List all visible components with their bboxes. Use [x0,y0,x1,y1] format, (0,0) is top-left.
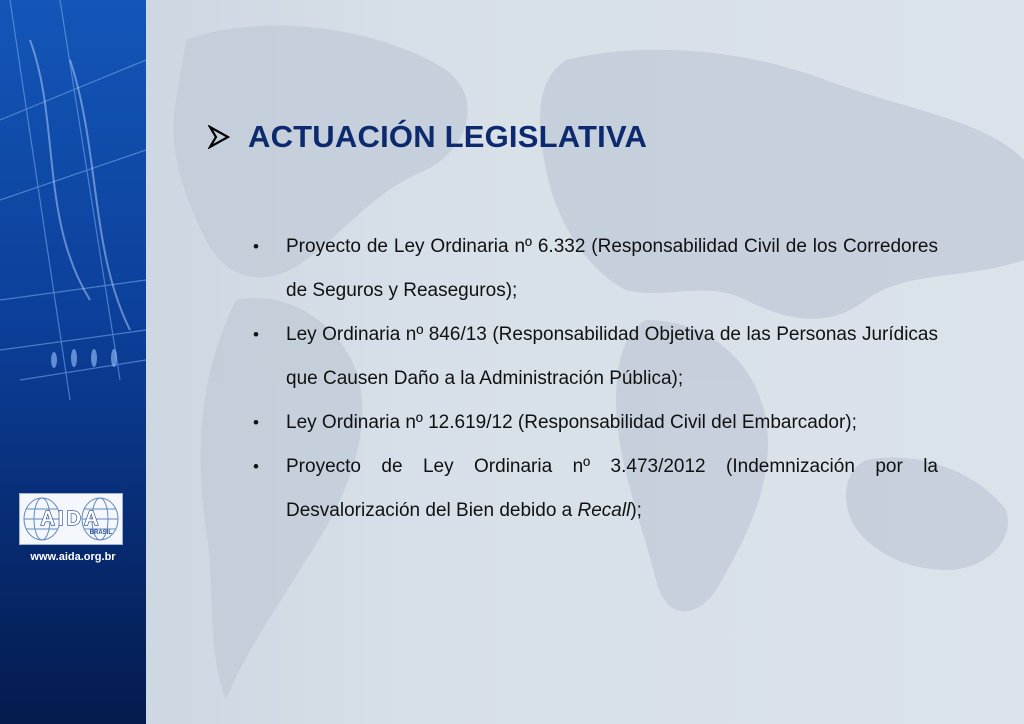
list-item [250,401,938,445]
list-item-italic: Recall [577,500,631,521]
aida-logo [19,493,123,545]
logo-subtext: BRASIL [89,530,112,536]
bullet-dot-icon: • [253,457,259,476]
list-item-text-before: Proyecto de Ley Ordinaria nº 3.473/2012 (Indemnización por la Desvalorización del Bien debido a [286,456,938,521]
list-item-text: Ley Ordinaria nº 846/13 (Responsabilidad Objetiva de las Personas Jurídicas que Causen Daño a la Administración Pública); [286,324,938,389]
list-item [250,313,938,401]
list-item [250,225,938,313]
list-item-text: Proyecto de Ley Ordinaria nº 6.332 (Responsabilidad Civil de los Corredores de Seguros y Reaseguros); [286,236,938,301]
bullet-dot-icon: • [253,413,259,432]
slide-heading [208,117,647,157]
page-title: ACTUACIÓN LEGISLATIVA [248,119,648,154]
website-url[interactable]: www.aida.org.br [30,551,116,563]
list-item [250,445,938,533]
list-item-text-after: ); [630,500,642,521]
list-item-text: Ley Ordinaria nº 12.619/12 (Responsabilidad Civil del Embarcador); [286,412,857,433]
bullet-list [250,225,938,533]
sidebar [0,0,146,724]
arrow-bullet-icon [208,125,230,149]
bullet-dot-icon: • [253,325,259,344]
logo-wordmark: AIDA [40,508,102,530]
sidebar-decoration [0,0,146,724]
bullet-dot-icon: • [253,237,259,256]
